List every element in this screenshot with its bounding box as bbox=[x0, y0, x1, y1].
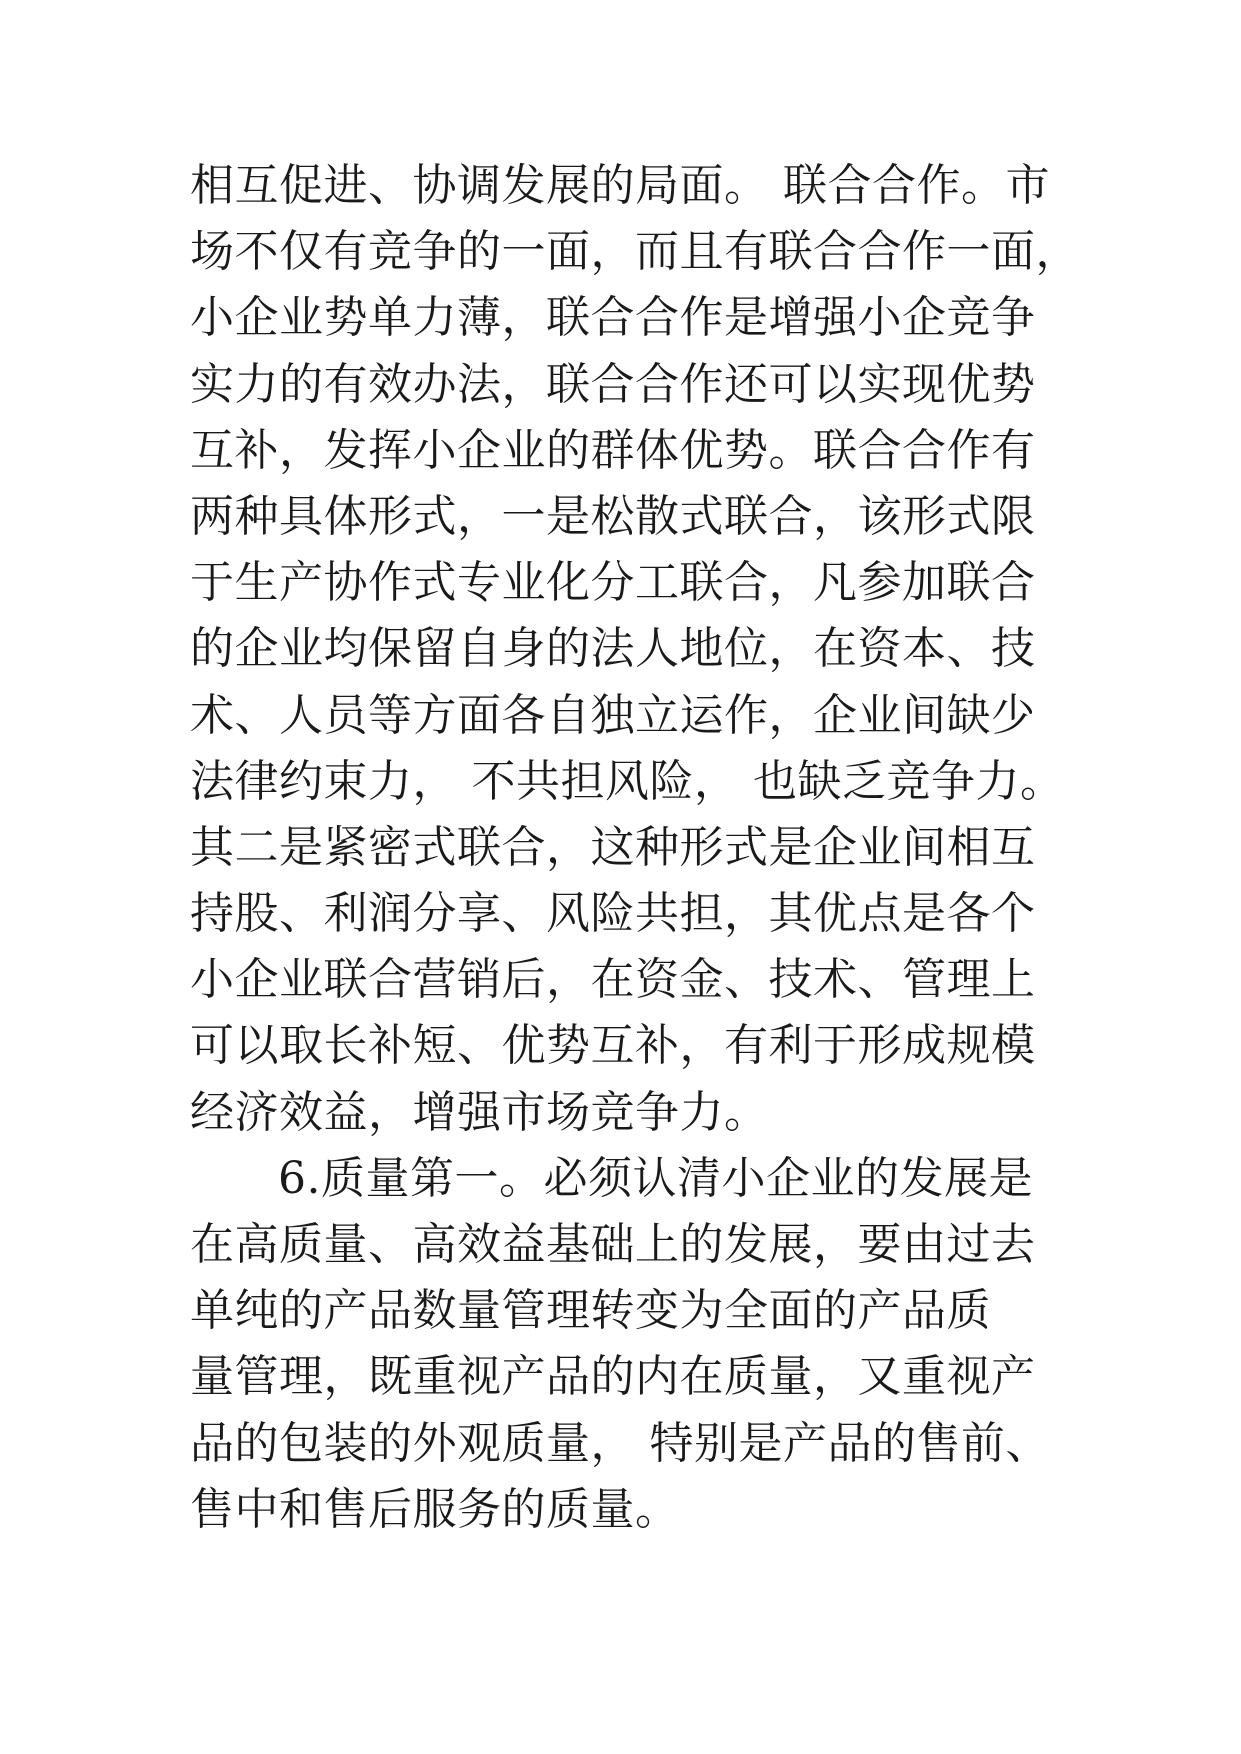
text-line: 的企业均保留自身的法人地位，在资本、技 bbox=[190, 623, 1036, 675]
text-line: 经济效益，增强市场竞争力。 bbox=[190, 1086, 769, 1138]
text-line: 单纯的产品数量管理转变为全面的产品质 bbox=[190, 1285, 991, 1337]
body-text bbox=[190, 153, 1130, 1543]
text-line: 量管理，既重视产品的内在质量，又重视产 bbox=[190, 1351, 1036, 1403]
text-line: 互补，发挥小企业的群体优势。联合合作有 bbox=[190, 424, 1036, 476]
text-line: 于生产协作式专业化分工联合，凡参加联合 bbox=[190, 557, 1036, 609]
text-line: 可以取长补短、优势互补，有利于形成规模 bbox=[190, 1020, 1036, 1072]
text-line: 相互促进、协调发展的局面。 联合合作。市 bbox=[190, 160, 1050, 211]
text-line: 术、人员等方面各自独立运作，企业间缺少 bbox=[190, 689, 1036, 741]
text-line: 小企业势单力薄，联合合作是增强小企竞争 bbox=[190, 292, 1036, 344]
text-line: 持股、利润分享、风险共担，其优点是各个 bbox=[190, 888, 1036, 940]
text-line: 法律约束力， 不共担风险， 也缺乏竞争力。 bbox=[190, 755, 1065, 807]
text-line: 品的包装的外观质量， 特别是产品的售前、 bbox=[190, 1417, 1050, 1469]
text-line: 小企业联合营销后，在资金、技术、管理上 bbox=[190, 954, 1036, 1006]
section-heading-line: 6.质量第一。必须认清小企业的发展是 bbox=[278, 1152, 1033, 1204]
text-line: 场不仅有竞争的一面，而且有联合合作一面， bbox=[190, 226, 1080, 278]
text-line: 售中和售后服务的质量。 bbox=[190, 1483, 680, 1535]
text-line: 其二是紧密式联合，这种形式是企业间相互 bbox=[190, 821, 1036, 873]
text-line: 在高质量、高效益基础上的发展，要由过去 bbox=[190, 1219, 1036, 1270]
text-line: 实力的有效办法，联合合作还可以实现优势 bbox=[190, 358, 1036, 410]
text-line: 两种具体形式，一是松散式联合，该形式限 bbox=[190, 490, 1036, 542]
